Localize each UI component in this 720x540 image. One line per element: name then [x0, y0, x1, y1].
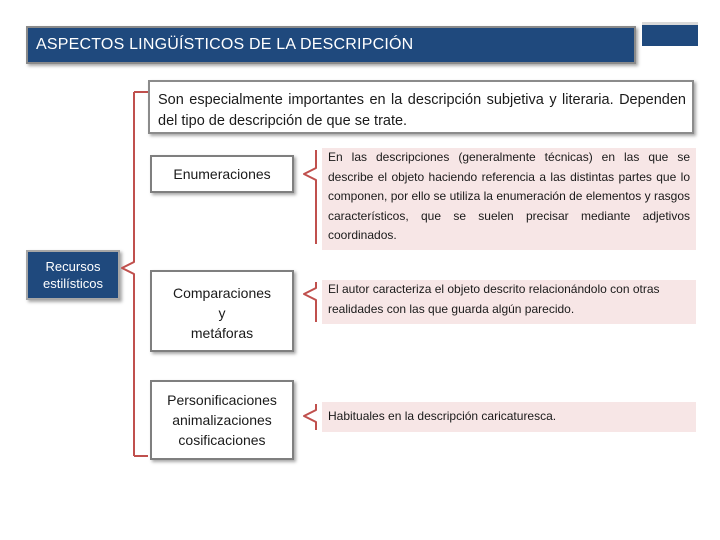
- category-label: [167, 390, 277, 450]
- category-enumeraciones: [150, 155, 294, 193]
- category-line: Personificaciones: [167, 392, 277, 408]
- brace-2: [304, 282, 316, 322]
- brace-3: [304, 404, 316, 430]
- title-bar: [26, 26, 636, 64]
- root-label: Recursos estilísticos: [43, 259, 103, 291]
- category-line: cosificaciones: [178, 432, 266, 448]
- description-text: El autor caracteriza el objeto descrito relacionándolo con otras realidades con las que guarda algún parecido.: [328, 282, 660, 316]
- category-personificaciones: [150, 380, 294, 460]
- category-label: Enumeraciones: [173, 166, 271, 182]
- description-text: Habituales en la descripción caricaturesca.: [328, 409, 557, 424]
- description-comparaciones: [322, 280, 696, 324]
- page-title: ASPECTOS LINGÜÍSTICOS DE LA DESCRIPCIÓN: [36, 36, 414, 53]
- description-personificaciones: [322, 402, 696, 432]
- intro-box: [148, 80, 694, 134]
- root-brace: [122, 92, 134, 456]
- category-line: metáforas: [190, 325, 254, 341]
- corner-decoration: [642, 22, 698, 46]
- category-label: [173, 283, 271, 343]
- root-node: [26, 250, 120, 300]
- category-line: y: [218, 305, 226, 321]
- description-enumeraciones: [322, 148, 696, 250]
- category-comparaciones: [150, 270, 294, 352]
- category-line: animalizaciones: [172, 412, 272, 428]
- category-line: Comparaciones: [172, 285, 272, 301]
- intro-text: Son especialmente importantes en la descripción subjetiva y literaria. Dependen del tipo de descripción de que se trate.: [158, 92, 686, 129]
- brace-1: [304, 150, 316, 244]
- description-text: En las descripciones (generalmente técnicas) en las que se describe el objeto haciendo referencia a las distintas partes que lo componen, por ello se utiliza la enumeración de elementos y rasgos característicos, que se suelen precisar mediante adjetivos coordinados.: [328, 150, 690, 242]
